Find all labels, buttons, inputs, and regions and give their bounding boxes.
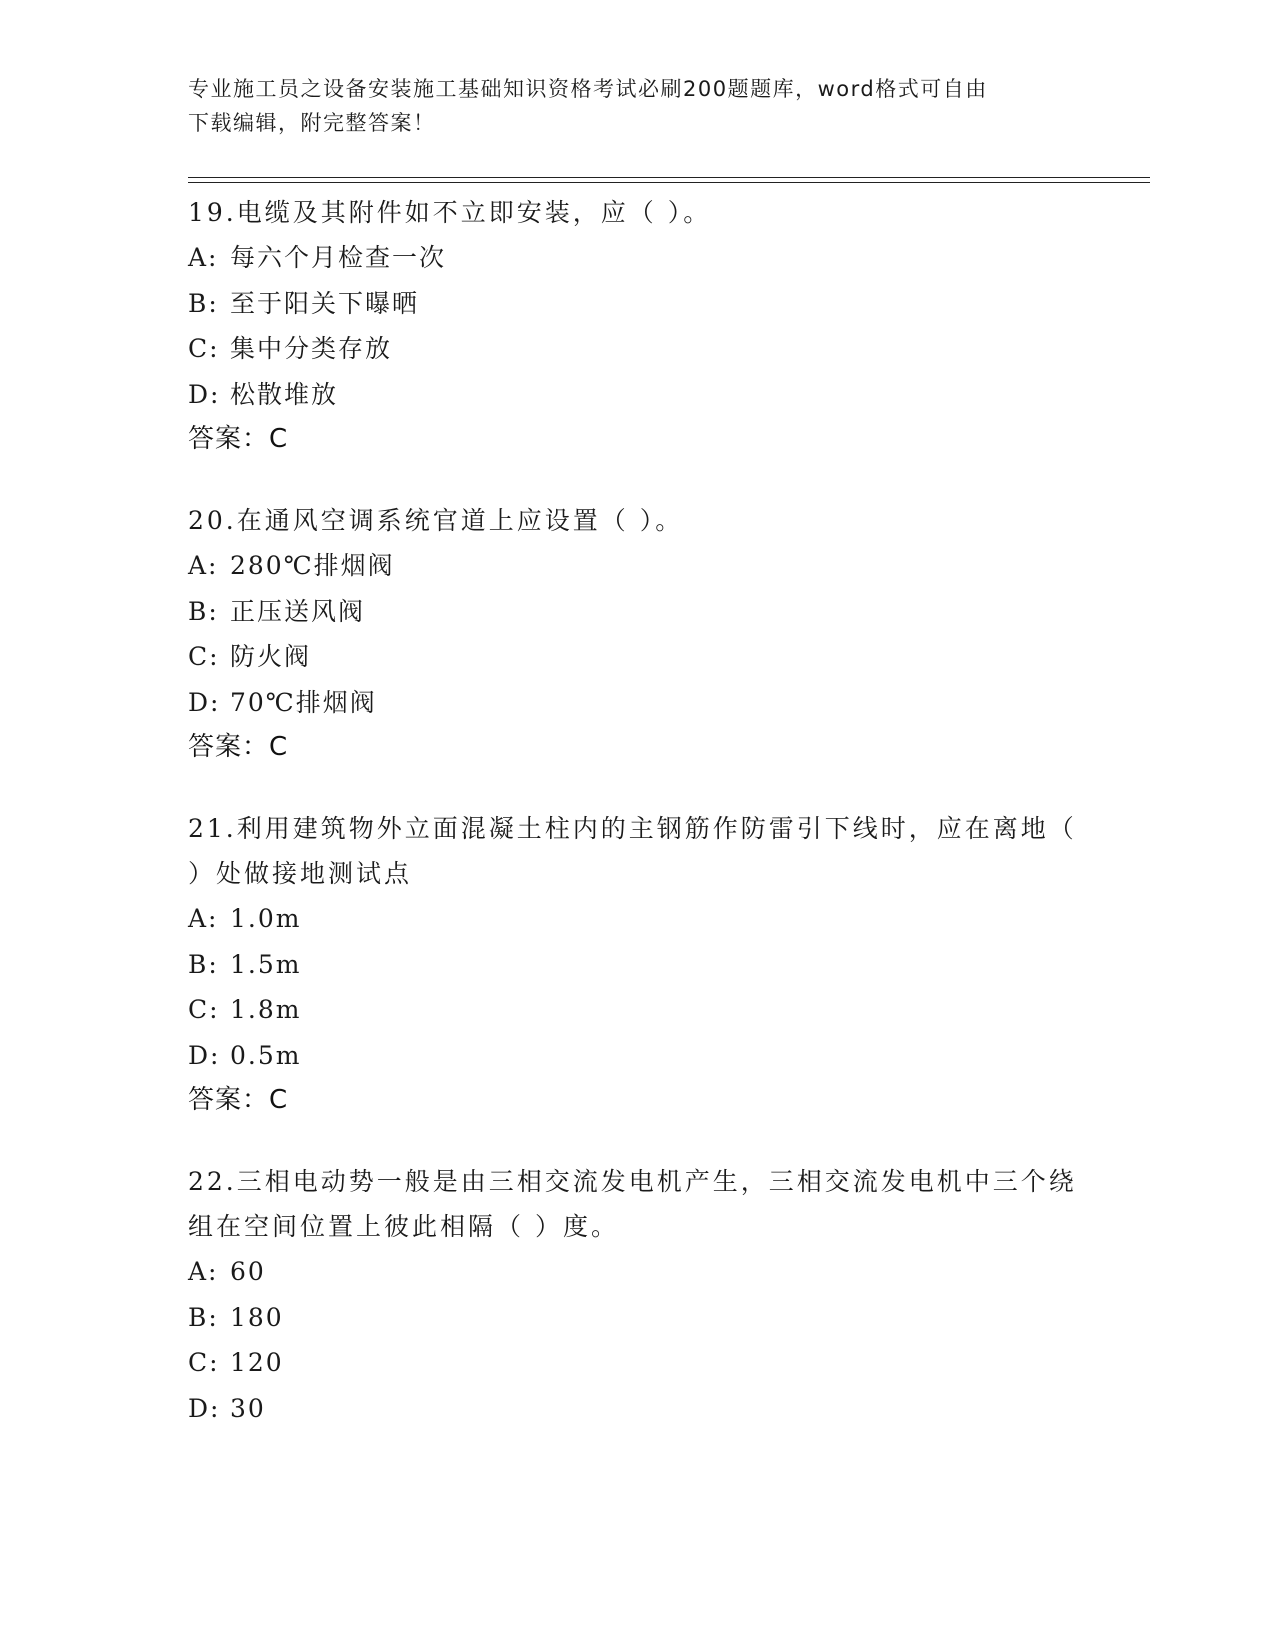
answer-line: 答案：C	[188, 1085, 289, 1115]
option-text: 180	[230, 1302, 284, 1332]
question-19	[188, 190, 1088, 462]
option-c	[188, 634, 1088, 680]
option-text: 0.5m	[230, 1040, 302, 1070]
option-d	[188, 680, 1088, 726]
option-text: 至于阳关下曝晒	[230, 288, 420, 318]
option-letter: D:	[188, 379, 221, 409]
option-letter: B:	[188, 1302, 219, 1332]
option-letter: A:	[188, 551, 219, 580]
option-text: 30	[230, 1393, 266, 1423]
question-stem: 19.电缆及其附件如不立即安装，应（ ）。	[188, 198, 712, 227]
question-21	[188, 806, 1088, 1123]
option-letter: A:	[188, 1257, 219, 1286]
option-letter: D:	[188, 1040, 221, 1070]
option-b	[188, 942, 1088, 988]
option-a	[188, 896, 1088, 942]
option-c	[188, 326, 1088, 372]
option-d	[188, 1386, 1088, 1432]
option-text: 70℃排烟阀	[230, 687, 377, 717]
answer-line: 答案：C	[188, 732, 289, 762]
question-22	[188, 1159, 1088, 1431]
option-a	[188, 543, 1088, 589]
option-d	[188, 372, 1088, 418]
option-text: 防火阀	[230, 642, 312, 671]
option-letter: A:	[188, 904, 219, 933]
answer-line: 答案：C	[188, 424, 289, 454]
header-line-1: 专业施工员之设备安装施工基础知识资格考试必刷200题题库，word格式可自由	[188, 77, 988, 101]
option-c	[188, 987, 1088, 1033]
option-text: 正压送风阀	[230, 596, 366, 626]
option-letter: D:	[188, 1393, 221, 1423]
option-letter: C:	[188, 1348, 220, 1377]
option-b	[188, 589, 1088, 635]
option-letter: B:	[188, 949, 219, 979]
document-header	[188, 72, 1088, 140]
option-a	[188, 1249, 1088, 1295]
option-text: 1.0m	[230, 904, 302, 933]
question-stem: 21.利用建筑物外立面混凝土柱内的主钢筋作防雷引下线时，应在离地（ ）处做接地测试点	[188, 814, 1077, 888]
option-text: 每六个月检查一次	[230, 243, 447, 272]
header-divider-top	[188, 177, 1150, 178]
header-line-2: 下载编辑，附完整答案！	[188, 111, 436, 135]
option-letter: D:	[188, 687, 221, 717]
question-list	[188, 190, 1088, 1467]
question-20	[188, 498, 1088, 770]
option-letter: C:	[188, 642, 220, 671]
option-text: 120	[230, 1348, 284, 1377]
option-text: 1.5m	[230, 949, 302, 979]
option-letter: B:	[188, 288, 219, 318]
option-c	[188, 1340, 1088, 1386]
header-divider-bottom	[188, 182, 1150, 183]
option-letter: C:	[188, 995, 220, 1024]
option-a	[188, 235, 1088, 281]
option-letter: A:	[188, 243, 219, 272]
option-text: 60	[230, 1257, 266, 1286]
option-text: 集中分类存放	[230, 334, 393, 363]
option-b	[188, 1295, 1088, 1341]
option-b	[188, 281, 1088, 327]
option-text: 280℃排烟阀	[230, 551, 395, 580]
question-stem: 20.在通风空调系统官道上应设置（ ）。	[188, 506, 684, 535]
option-d	[188, 1033, 1088, 1079]
question-stem: 22.三相电动势一般是由三相交流发电机产生，三相交流发电机中三个绕组在空间位置上彼此相隔（ ）度。	[188, 1167, 1077, 1241]
option-letter: C:	[188, 334, 220, 363]
option-text: 松散堆放	[230, 379, 339, 409]
option-text: 1.8m	[230, 995, 302, 1024]
option-letter: B:	[188, 596, 219, 626]
